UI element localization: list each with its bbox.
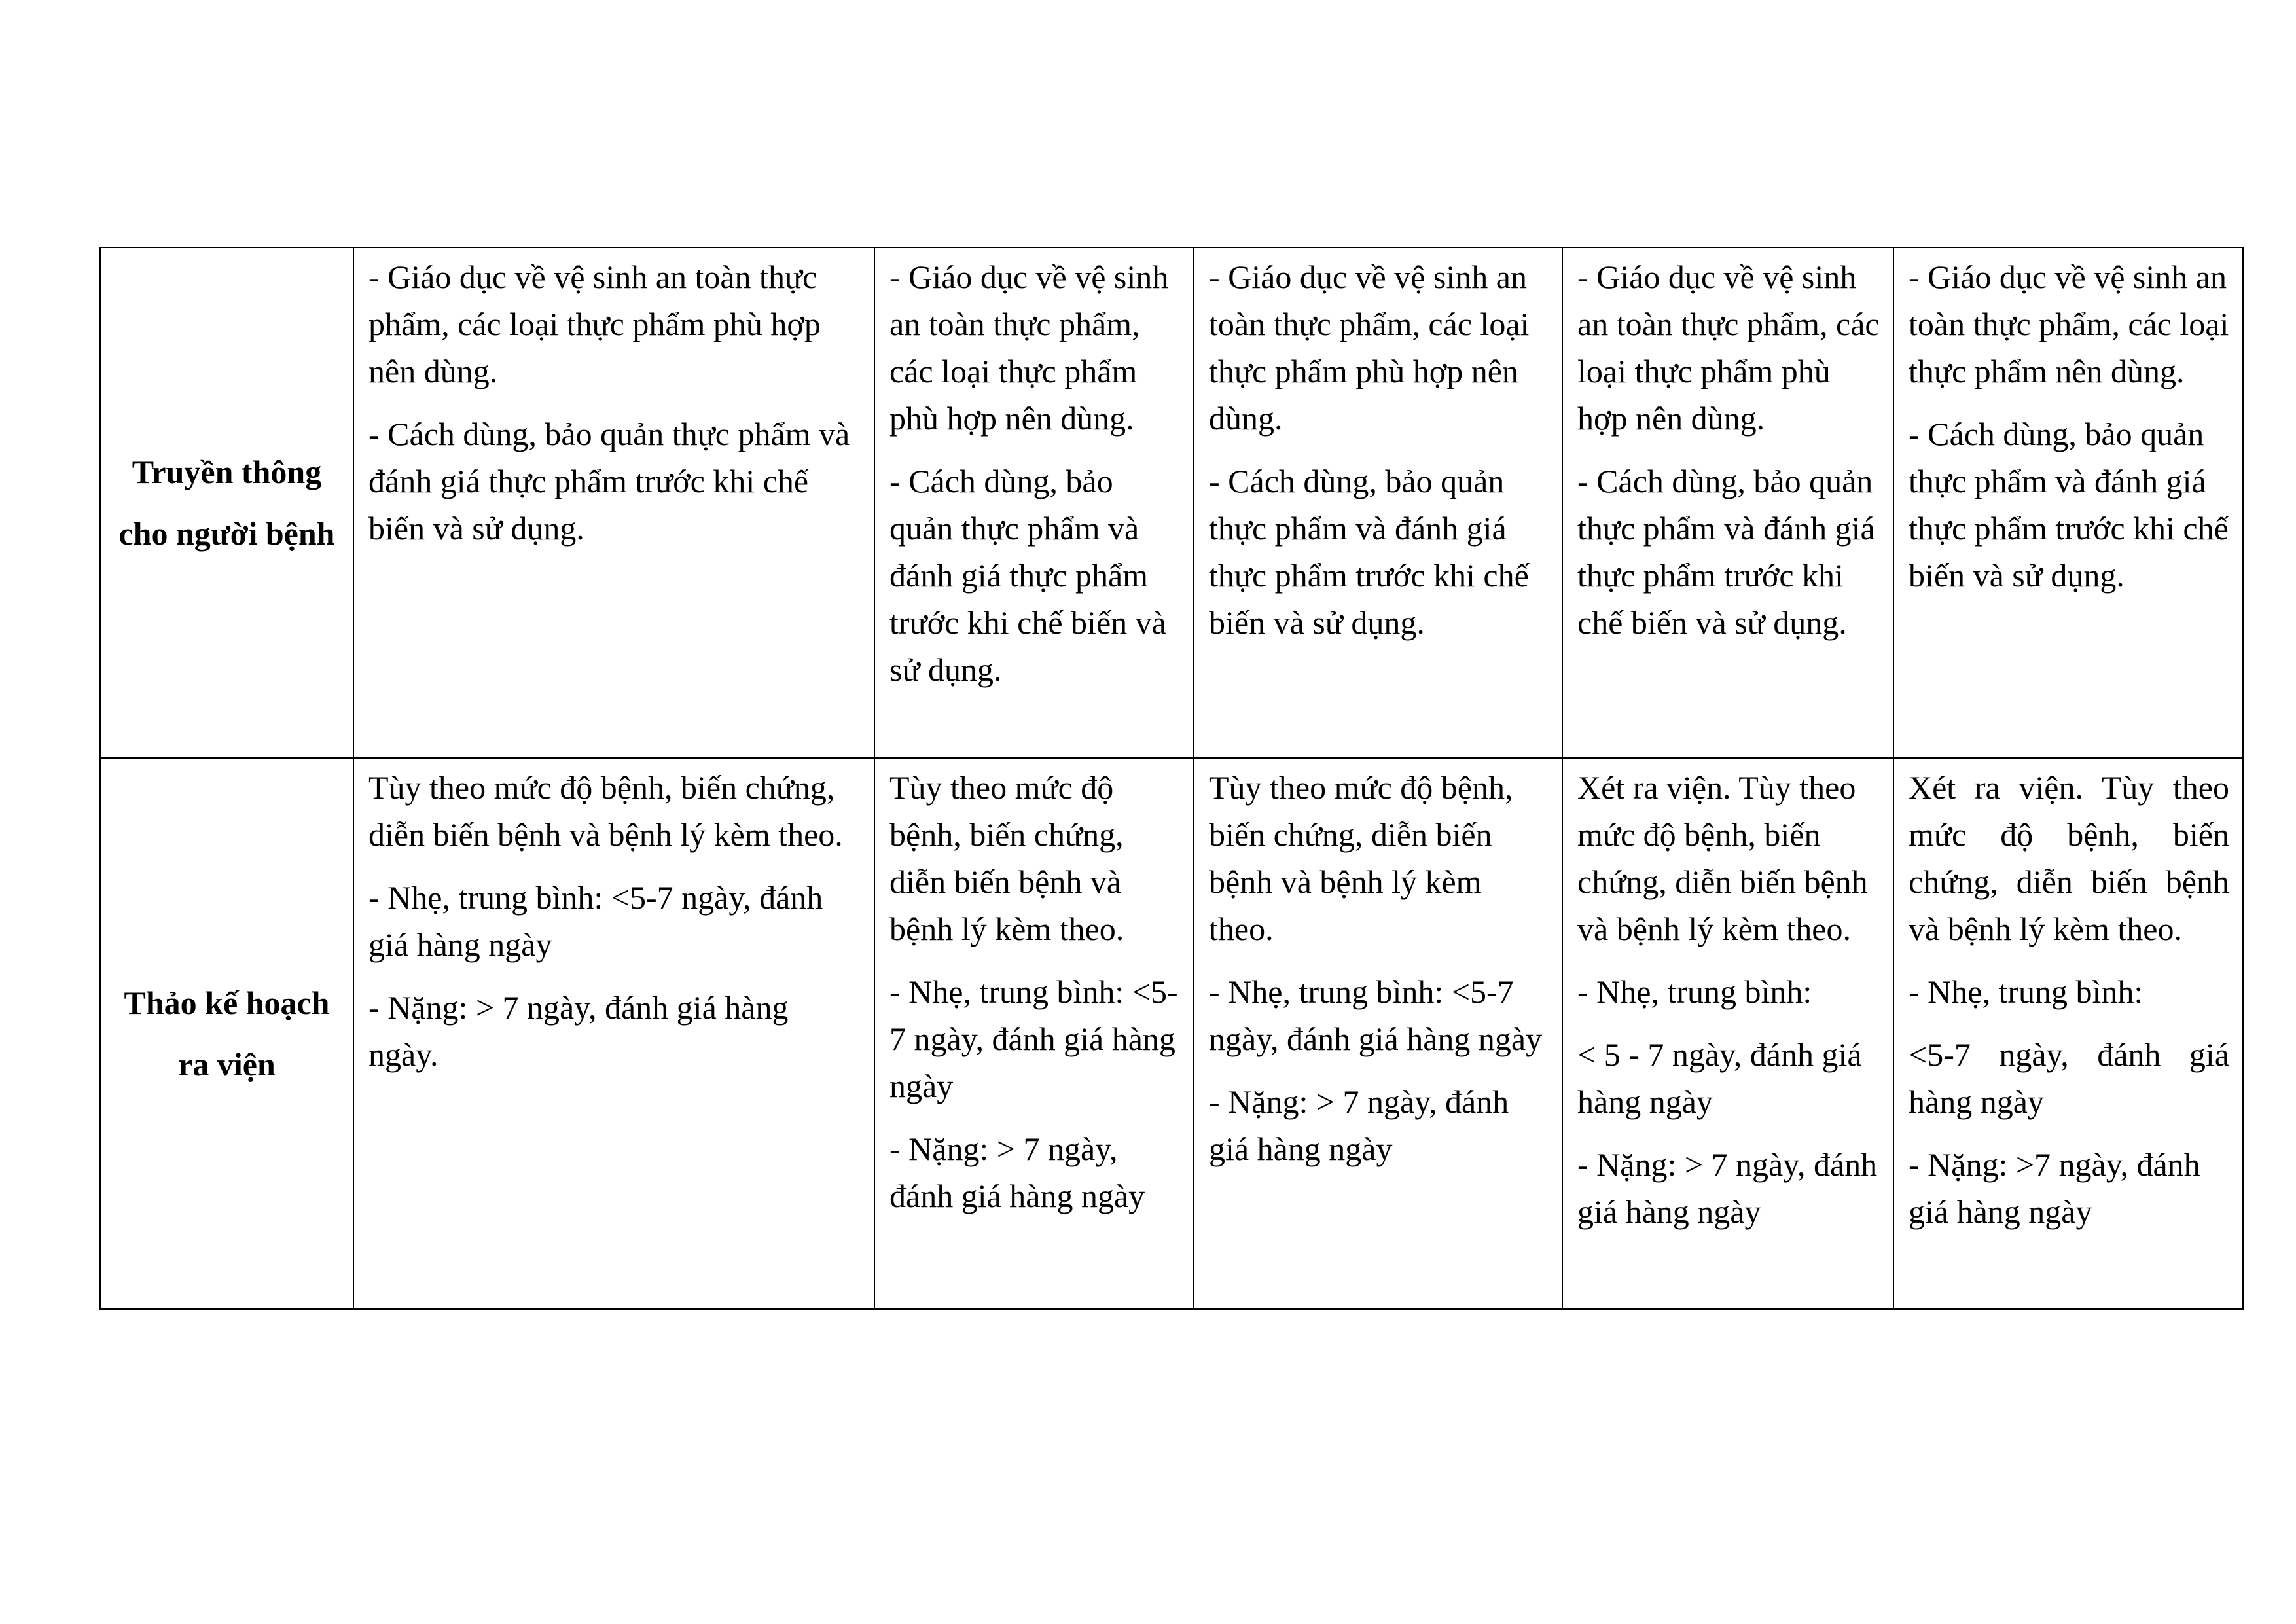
table-cell [1893, 247, 2243, 758]
cell-paragraph: - Nhẹ, trung bình: <5-7 ngày, đánh giá hàng ngày [368, 879, 823, 963]
table-cell [1562, 247, 1893, 758]
cell-paragraph: - Nhẹ, trung bình: [1577, 973, 1812, 1010]
cell-paragraph: - Giáo dục về vệ sinh an toàn thực phẩm, các loại thực phẩm phù hợp nên dùng. [1209, 259, 1530, 437]
table-row [100, 247, 2243, 758]
cell-paragraph: Tùy theo mức độ bệnh, biến chứng, diễn biến bệnh và bệnh lý kèm theo. [1209, 769, 1513, 947]
table-cell [1194, 758, 1562, 1309]
cell-paragraph: - Giáo dục về vệ sinh an toàn thực phẩm, các loại thực phẩm phù hợp nên dùng. [368, 259, 821, 389]
cell-paragraph: - Giáo dục về vệ sinh an toàn thực phẩm, các loại thực phẩm phù hợp nên dùng. [1577, 259, 1880, 437]
table-cell [874, 758, 1194, 1309]
row-header-discharge-plan: Thảo kế hoạch ra viện [100, 758, 353, 1309]
cell-paragraph: <5-7 ngày, đánh giá hàng ngày [1909, 1036, 2229, 1120]
cell-paragraph: - Cách dùng, bảo quản thực phẩm và đánh giá thực phẩm trước khi chế biến và sử dụng. [889, 463, 1166, 688]
table-row [100, 758, 2243, 1309]
table-cell [1893, 758, 2243, 1309]
cell-paragraph: - Cách dùng, bảo quản thực phẩm và đánh giá thực phẩm trước khi chế biến và sử dụng. [368, 416, 850, 547]
cell-paragraph: - Giáo dục về vệ sinh an toàn thực phẩm, các loại thực phẩm phù hợp nên dùng. [889, 259, 1169, 437]
cell-paragraph: - Nhẹ, trung bình: [1909, 973, 2144, 1010]
cell-paragraph: Tùy theo mức độ bệnh, biến chứng, diễn biến bệnh và bệnh lý kèm theo. [368, 769, 843, 853]
cell-paragraph: Tùy theo mức độ bệnh, biến chứng, diễn biến bệnh và bệnh lý kèm theo. [889, 769, 1124, 947]
care-plan-table [99, 247, 2244, 1310]
cell-paragraph: - Cách dùng, bảo quản thực phẩm và đánh giá thực phẩm trước khi chế biến và sử dụng. [1209, 463, 1529, 641]
row-header-patient-communication: Truyền thông cho người bệnh [100, 247, 353, 758]
cell-paragraph: - Nặng: > 7 ngày, đánh giá hàng ngày [1577, 1146, 1878, 1230]
cell-paragraph: - Cách dùng, bảo quản thực phẩm và đánh giá thực phẩm trước khi chế biến và sử dụng. [1909, 416, 2229, 594]
table-cell [1562, 758, 1893, 1309]
cell-paragraph: - Nhẹ, trung bình: <5-7 ngày, đánh giá hàng ngày [1209, 973, 1543, 1057]
table-cell [1194, 247, 1562, 758]
cell-paragraph: - Nặng: > 7 ngày, đánh giá hàng ngày [889, 1130, 1145, 1214]
cell-paragraph: - Cách dùng, bảo quản thực phẩm và đánh giá thực phẩm trước khi chế biến và sử dụng. [1577, 463, 1875, 641]
cell-paragraph: - Nặng: >7 ngày, đánh giá hàng ngày [1909, 1146, 2200, 1230]
table-cell [353, 247, 874, 758]
cell-paragraph: - Nặng: > 7 ngày, đánh giá hàng ngày. [368, 989, 789, 1073]
table-cell [353, 758, 874, 1309]
cell-paragraph: - Nhẹ, trung bình: <5-7 ngày, đánh giá hàng ngày [889, 973, 1178, 1104]
table-cell [874, 247, 1194, 758]
cell-paragraph: < 5 - 7 ngày, đánh giá hàng ngày [1577, 1036, 1862, 1120]
cell-paragraph: Xét ra viện. Tùy theo mức độ bệnh, biến chứng, diễn biến bệnh và bệnh lý kèm theo. [1909, 769, 2229, 947]
cell-paragraph: - Nặng: > 7 ngày, đánh giá hàng ngày [1209, 1083, 1509, 1167]
cell-paragraph: - Giáo dục về vệ sinh an toàn thực phẩm, các loại thực phẩm nên dùng. [1909, 259, 2229, 389]
cell-paragraph: Xét ra viện. Tùy theo mức độ bệnh, biến chứng, diễn biến bệnh và bệnh lý kèm theo. [1577, 769, 1868, 947]
